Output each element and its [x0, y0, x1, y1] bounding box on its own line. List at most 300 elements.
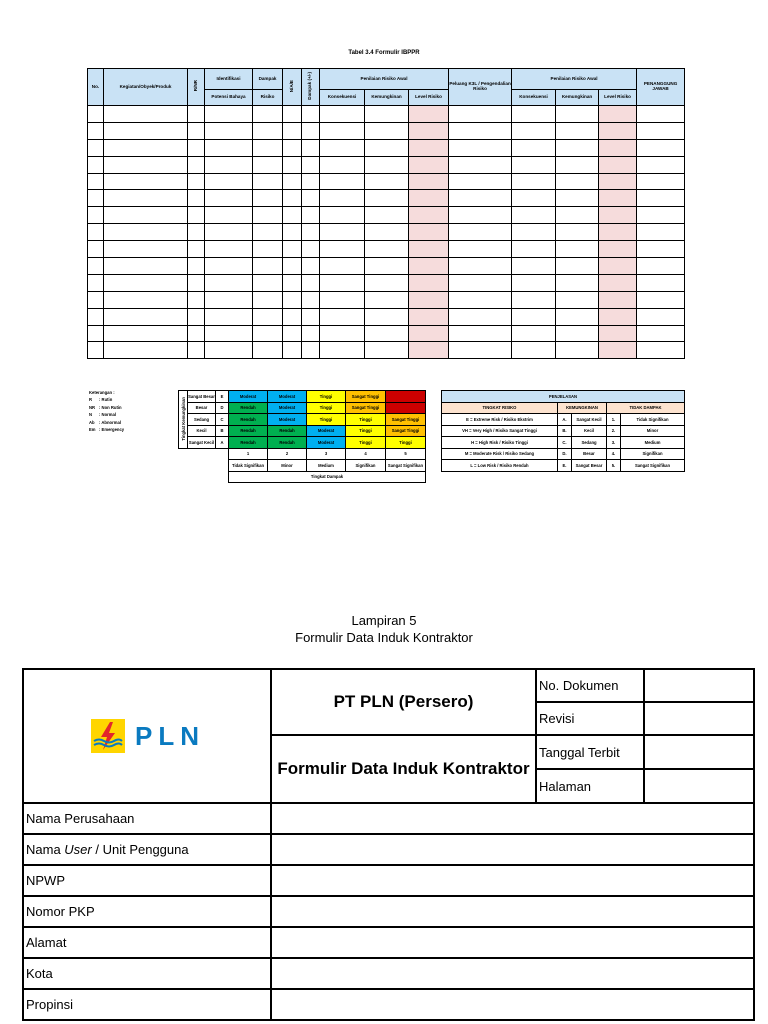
ibppr-cell[interactable] [637, 139, 685, 156]
ibppr-cell[interactable] [253, 241, 283, 258]
col-penanggung: PENANGGUNG JAWAB [637, 69, 685, 106]
ibppr-cell[interactable] [449, 122, 512, 139]
ibppr-cell[interactable] [599, 156, 637, 173]
ibppr-cell[interactable] [283, 308, 302, 325]
ibppr-cell[interactable] [556, 258, 599, 275]
keterangan-item: NR : Non Rutin [89, 404, 122, 410]
penjelasan-kem-value: Kecil [572, 425, 607, 437]
ibppr-cell[interactable] [188, 139, 205, 156]
ibppr-cell[interactable] [302, 308, 320, 325]
ibppr-cell[interactable] [320, 122, 365, 139]
ibppr-cell[interactable] [512, 241, 556, 258]
ibppr-cell[interactable] [283, 291, 302, 308]
matrix-footer: Tingkat Dampak [229, 471, 426, 483]
ibppr-cell[interactable] [302, 207, 320, 224]
ibppr-cell[interactable] [320, 258, 365, 275]
ibppr-cell[interactable] [283, 156, 302, 173]
ibppr-cell[interactable] [409, 291, 449, 308]
ibppr-cell[interactable] [409, 207, 449, 224]
ibppr-cell[interactable] [409, 106, 449, 123]
form-field-row [23, 989, 754, 1020]
ibppr-cell[interactable] [512, 325, 556, 342]
ibppr-cell[interactable] [104, 173, 188, 190]
matrix-row [179, 391, 426, 403]
ibppr-cell[interactable] [409, 308, 449, 325]
ibppr-cell[interactable] [365, 325, 409, 342]
ibppr-cell[interactable] [637, 291, 685, 308]
form-field-value[interactable] [271, 927, 754, 958]
col-nae: N/A/E [283, 69, 302, 106]
matrix-row [179, 402, 426, 414]
ibppr-cell[interactable] [409, 156, 449, 173]
ibppr-cell[interactable] [320, 325, 365, 342]
ibppr-cell[interactable] [556, 342, 599, 359]
ibppr-cell[interactable] [320, 190, 365, 207]
ibppr-cell[interactable] [556, 291, 599, 308]
ibppr-title: Tabel 3.4 Formulir IBPPR [348, 50, 420, 56]
meta-value-tanggal-terbit[interactable] [644, 735, 754, 769]
ibppr-cell[interactable] [599, 291, 637, 308]
ibppr-cell[interactable] [320, 342, 365, 359]
ibppr-cell[interactable] [556, 106, 599, 123]
ibppr-cell[interactable] [320, 274, 365, 291]
ibppr-cell[interactable] [637, 207, 685, 224]
form-field-label: Nama Perusahaan [23, 803, 271, 834]
ibppr-row [88, 173, 685, 190]
ibppr-cell[interactable] [253, 173, 283, 190]
ibppr-cell[interactable] [556, 241, 599, 258]
matrix-cell: Tinggi [346, 414, 386, 426]
ibppr-cell[interactable] [188, 122, 205, 139]
meta-value-revisi[interactable] [644, 702, 754, 735]
ibppr-cell[interactable] [512, 291, 556, 308]
ibppr-cell[interactable] [205, 173, 253, 190]
ibppr-cell[interactable] [320, 224, 365, 241]
ibppr-cell[interactable] [88, 190, 104, 207]
ibppr-cell[interactable] [320, 308, 365, 325]
ibppr-cell[interactable] [104, 156, 188, 173]
ibppr-cell[interactable] [512, 190, 556, 207]
ibppr-cell[interactable] [88, 122, 104, 139]
penjelasan-risk: M = Moderate Risk / Risiko Sedang [442, 448, 558, 460]
ibppr-cell[interactable] [302, 291, 320, 308]
form-field-label: Nama User / Unit Pengguna [23, 834, 271, 865]
ibppr-cell[interactable] [365, 274, 409, 291]
matrix-cell: Tinggi [386, 437, 426, 449]
ibppr-cell[interactable] [253, 224, 283, 241]
ibppr-cell[interactable] [104, 308, 188, 325]
ibppr-cell[interactable] [188, 224, 205, 241]
ibppr-cell[interactable] [188, 325, 205, 342]
form-field-value[interactable] [271, 803, 754, 834]
keterangan-item: R : Rutin [89, 397, 113, 403]
ibppr-cell[interactable] [599, 308, 637, 325]
ibppr-cell[interactable] [283, 325, 302, 342]
ibppr-cell[interactable] [637, 122, 685, 139]
ibppr-cell[interactable] [637, 241, 685, 258]
ibppr-cell[interactable] [449, 190, 512, 207]
ibppr-cell[interactable] [512, 224, 556, 241]
ibppr-cell[interactable] [283, 241, 302, 258]
penjelasan-dampak-value: Tidak Signifikan [621, 414, 685, 426]
matrix-cell: Rendah [229, 425, 268, 437]
form-field-label: Alamat [23, 927, 271, 958]
ibppr-cell[interactable] [409, 122, 449, 139]
matrix-row-code: A [216, 437, 229, 449]
ibppr-cell[interactable] [556, 308, 599, 325]
ibppr-cell[interactable] [449, 342, 512, 359]
ibppr-cell[interactable] [409, 325, 449, 342]
ibppr-cell[interactable] [449, 156, 512, 173]
ibppr-cell[interactable] [302, 241, 320, 258]
ibppr-cell[interactable] [205, 241, 253, 258]
ibppr-cell[interactable] [88, 291, 104, 308]
ibppr-cell[interactable] [302, 173, 320, 190]
form-field-value[interactable] [271, 896, 754, 927]
ibppr-cell[interactable] [188, 291, 205, 308]
ibppr-cell[interactable] [320, 241, 365, 258]
ibppr-cell[interactable] [205, 207, 253, 224]
form-field-label: Propinsi [23, 989, 271, 1020]
ibppr-cell[interactable] [365, 342, 409, 359]
matrix-row-code: C [216, 414, 229, 426]
form-field-value[interactable] [271, 958, 754, 989]
ibppr-cell[interactable] [637, 173, 685, 190]
ibppr-row [88, 106, 685, 123]
ibppr-cell[interactable] [253, 122, 283, 139]
ibppr-cell[interactable] [556, 173, 599, 190]
ibppr-cell[interactable] [205, 308, 253, 325]
ibppr-cell[interactable] [88, 308, 104, 325]
ibppr-cell[interactable] [365, 106, 409, 123]
ibppr-cell[interactable] [365, 190, 409, 207]
ibppr-cell[interactable] [88, 156, 104, 173]
ibppr-cell[interactable] [365, 122, 409, 139]
ibppr-cell[interactable] [556, 224, 599, 241]
ibppr-cell[interactable] [253, 106, 283, 123]
form-field-row [23, 834, 754, 865]
form-field-value[interactable] [271, 834, 754, 865]
ibppr-cell[interactable] [599, 258, 637, 275]
col-kemungkinan: Kemungkinan [365, 90, 409, 106]
matrix-cell: Tinggi [346, 425, 386, 437]
ibppr-cell[interactable] [253, 291, 283, 308]
matrix-cell: Rendah [268, 437, 307, 449]
ibppr-cell[interactable] [283, 207, 302, 224]
ibppr-cell[interactable] [512, 308, 556, 325]
ibppr-cell[interactable] [556, 122, 599, 139]
form-field-row [23, 803, 754, 834]
ibppr-cell[interactable] [253, 207, 283, 224]
ibppr-cell[interactable] [283, 173, 302, 190]
ibppr-cell[interactable] [599, 274, 637, 291]
ibppr-cell[interactable] [205, 106, 253, 123]
ibppr-cell[interactable] [104, 241, 188, 258]
ibppr-cell[interactable] [283, 258, 302, 275]
keterangan-title: Keterangan : [89, 390, 115, 395]
ibppr-cell[interactable] [205, 325, 253, 342]
ibppr-cell[interactable] [449, 325, 512, 342]
meta-value-halaman[interactable] [644, 769, 754, 803]
ibppr-cell[interactable] [188, 156, 205, 173]
ibppr-cell[interactable] [365, 258, 409, 275]
ibppr-cell[interactable] [302, 139, 320, 156]
ibppr-cell[interactable] [283, 139, 302, 156]
ibppr-cell[interactable] [512, 173, 556, 190]
ibppr-cell[interactable] [88, 173, 104, 190]
ibppr-cell[interactable] [556, 190, 599, 207]
ibppr-cell[interactable] [637, 342, 685, 359]
ibppr-cell[interactable] [188, 173, 205, 190]
ibppr-cell[interactable] [512, 258, 556, 275]
ibppr-cell[interactable] [449, 173, 512, 190]
col-kemungkinan-2: Kemungkinan [556, 90, 599, 106]
ibppr-cell[interactable] [320, 106, 365, 123]
ibppr-cell[interactable] [512, 106, 556, 123]
ibppr-cell[interactable] [365, 207, 409, 224]
form-field-row [23, 927, 754, 958]
ibppr-cell[interactable] [88, 325, 104, 342]
ibppr-cell[interactable] [599, 224, 637, 241]
ibppr-cell[interactable] [449, 207, 512, 224]
ibppr-cell[interactable] [320, 173, 365, 190]
ibppr-cell[interactable] [320, 207, 365, 224]
ibppr-cell[interactable] [365, 173, 409, 190]
ibppr-cell[interactable] [409, 224, 449, 241]
ibppr-cell[interactable] [599, 325, 637, 342]
matrix-impact-label: Tidak Signifikan [229, 460, 268, 472]
ibppr-cell[interactable] [599, 173, 637, 190]
ibppr-cell[interactable] [88, 139, 104, 156]
ibppr-cell[interactable] [104, 258, 188, 275]
ibppr-cell[interactable] [104, 106, 188, 123]
ibppr-cell[interactable] [188, 241, 205, 258]
form-field-value[interactable] [271, 865, 754, 896]
ibppr-cell[interactable] [302, 156, 320, 173]
ibppr-cell[interactable] [88, 258, 104, 275]
penjelasan-kem-code: E. [558, 460, 572, 472]
ibppr-cell[interactable] [637, 325, 685, 342]
keterangan-item: Ab : Abnormal [89, 419, 121, 425]
ibppr-cell[interactable] [88, 342, 104, 359]
matrix-impact-number: 1 [229, 448, 268, 460]
ibppr-cell[interactable] [365, 291, 409, 308]
ibppr-cell[interactable] [253, 274, 283, 291]
ibppr-cell[interactable] [104, 325, 188, 342]
ibppr-cell[interactable] [637, 224, 685, 241]
ibppr-cell[interactable] [599, 106, 637, 123]
ibppr-cell[interactable] [283, 342, 302, 359]
penjelasan-dampak-code: 4. [607, 448, 621, 460]
ibppr-cell[interactable] [302, 274, 320, 291]
penjelasan-dampak-value: Medium [621, 437, 685, 449]
ibppr-cell[interactable] [599, 190, 637, 207]
ibppr-cell[interactable] [88, 207, 104, 224]
ibppr-cell[interactable] [556, 156, 599, 173]
ibppr-cell[interactable] [205, 139, 253, 156]
col-identifikasi: Identifikasi [205, 69, 253, 90]
ibppr-cell[interactable] [556, 274, 599, 291]
ibppr-cell[interactable] [512, 207, 556, 224]
ibppr-cell[interactable] [253, 139, 283, 156]
col-no: No. [88, 69, 104, 106]
penjelasan-kem-code: A. [558, 414, 572, 426]
ibppr-cell[interactable] [253, 308, 283, 325]
ibppr-cell[interactable] [365, 241, 409, 258]
ibppr-cell[interactable] [449, 106, 512, 123]
ibppr-cell[interactable] [188, 190, 205, 207]
ibppr-cell[interactable] [409, 258, 449, 275]
ibppr-cell[interactable] [556, 139, 599, 156]
form-field-value[interactable] [271, 989, 754, 1020]
ibppr-cell[interactable] [88, 274, 104, 291]
ibppr-cell[interactable] [599, 342, 637, 359]
penjelasan-dampak-code: 3. [607, 437, 621, 449]
ibppr-cell[interactable] [205, 258, 253, 275]
ibppr-cell[interactable] [88, 106, 104, 123]
ibppr-cell[interactable] [253, 342, 283, 359]
ibppr-cell[interactable] [637, 106, 685, 123]
ibppr-cell[interactable] [637, 274, 685, 291]
ibppr-cell[interactable] [409, 139, 449, 156]
ibppr-cell[interactable] [556, 207, 599, 224]
ibppr-cell[interactable] [409, 190, 449, 207]
ibppr-cell[interactable] [512, 139, 556, 156]
kontraktor-form [22, 668, 755, 1021]
ibppr-cell[interactable] [512, 122, 556, 139]
ibppr-cell[interactable] [599, 122, 637, 139]
ibppr-cell[interactable] [205, 190, 253, 207]
matrix-row-code: B [216, 425, 229, 437]
ibppr-cell[interactable] [365, 224, 409, 241]
ibppr-row [88, 224, 685, 241]
ibppr-cell[interactable] [409, 241, 449, 258]
matrix-cell: Tinggi [307, 391, 346, 403]
ibppr-cell[interactable] [302, 224, 320, 241]
ibppr-cell[interactable] [556, 325, 599, 342]
ibppr-cell[interactable] [637, 156, 685, 173]
ibppr-cell[interactable] [283, 190, 302, 207]
ibppr-cell[interactable] [104, 342, 188, 359]
ibppr-cell[interactable] [512, 274, 556, 291]
ibppr-cell[interactable] [88, 224, 104, 241]
ibppr-cell[interactable] [283, 106, 302, 123]
ibppr-cell[interactable] [302, 325, 320, 342]
ibppr-row [88, 308, 685, 325]
ibppr-row [88, 156, 685, 173]
col-dampak-pm: Dampak (+/-) [302, 69, 320, 106]
ibppr-cell[interactable] [104, 122, 188, 139]
ibppr-row [88, 258, 685, 275]
ibppr-cell[interactable] [205, 342, 253, 359]
ibppr-cell[interactable] [512, 342, 556, 359]
ibppr-cell[interactable] [637, 308, 685, 325]
ibppr-cell[interactable] [205, 156, 253, 173]
ibppr-cell[interactable] [283, 122, 302, 139]
ibppr-cell[interactable] [637, 258, 685, 275]
ibppr-cell[interactable] [449, 291, 512, 308]
matrix-cell: Rendah [229, 437, 268, 449]
matrix-row-code: D [216, 402, 229, 414]
ibppr-cell[interactable] [512, 156, 556, 173]
ibppr-cell[interactable] [188, 106, 205, 123]
ibppr-cell[interactable] [188, 308, 205, 325]
meta-label-revisi: Revisi [536, 702, 644, 735]
ibppr-cell[interactable] [320, 139, 365, 156]
ibppr-cell[interactable] [205, 274, 253, 291]
ibppr-cell[interactable] [449, 258, 512, 275]
ibppr-cell[interactable] [365, 156, 409, 173]
matrix-row [179, 437, 426, 449]
ibppr-cell[interactable] [320, 156, 365, 173]
ibppr-cell[interactable] [449, 224, 512, 241]
ibppr-cell[interactable] [188, 207, 205, 224]
ibppr-cell[interactable] [320, 291, 365, 308]
ibppr-cell[interactable] [205, 291, 253, 308]
ibppr-cell[interactable] [104, 224, 188, 241]
ibppr-cell[interactable] [599, 139, 637, 156]
penjelasan-risk: H = High Risk / Risiko Tinggi [442, 437, 558, 449]
ibppr-cell[interactable] [253, 156, 283, 173]
ibppr-cell[interactable] [409, 342, 449, 359]
ibppr-cell[interactable] [637, 190, 685, 207]
ibppr-cell[interactable] [253, 190, 283, 207]
penjelasan-head-kemungkinan: KEMUNGKINAN [558, 402, 607, 414]
meta-value-no-dokumen[interactable] [644, 669, 754, 702]
ibppr-cell[interactable] [104, 274, 188, 291]
penjelasan-kem-value: Besar [572, 448, 607, 460]
ibppr-cell[interactable] [283, 274, 302, 291]
ibppr-cell[interactable] [253, 325, 283, 342]
ibppr-cell[interactable] [188, 274, 205, 291]
ibppr-cell[interactable] [449, 139, 512, 156]
ibppr-cell[interactable] [283, 224, 302, 241]
ibppr-cell[interactable] [88, 241, 104, 258]
ibppr-cell[interactable] [599, 241, 637, 258]
form-field-label: Nomor PKP [23, 896, 271, 927]
ibppr-cell[interactable] [302, 190, 320, 207]
ibppr-cell[interactable] [302, 106, 320, 123]
ibppr-cell[interactable] [449, 308, 512, 325]
ibppr-cell[interactable] [409, 173, 449, 190]
ibppr-cell[interactable] [205, 224, 253, 241]
form-field-label: NPWP [23, 865, 271, 896]
ibppr-cell[interactable] [599, 207, 637, 224]
ibppr-cell[interactable] [449, 274, 512, 291]
ibppr-row [88, 207, 685, 224]
ibppr-cell[interactable] [104, 291, 188, 308]
matrix-row [179, 414, 426, 426]
ibppr-cell[interactable] [365, 139, 409, 156]
ibppr-cell[interactable] [104, 207, 188, 224]
ibppr-cell[interactable] [365, 308, 409, 325]
ibppr-cell[interactable] [188, 342, 205, 359]
ibppr-cell[interactable] [104, 139, 188, 156]
matrix-footer-row [179, 471, 426, 483]
ibppr-cell[interactable] [409, 274, 449, 291]
ibppr-cell[interactable] [302, 122, 320, 139]
ibppr-cell[interactable] [302, 258, 320, 275]
ibppr-cell[interactable] [188, 258, 205, 275]
matrix-cell: Sangat Tinggi [346, 391, 386, 403]
ibppr-cell[interactable] [302, 342, 320, 359]
ibppr-cell[interactable] [253, 258, 283, 275]
penjelasan-kem-code: D. [558, 448, 572, 460]
ibppr-cell[interactable] [104, 190, 188, 207]
matrix-cell: Moderat [307, 425, 346, 437]
ibppr-cell[interactable] [205, 122, 253, 139]
ibppr-cell[interactable] [449, 241, 512, 258]
